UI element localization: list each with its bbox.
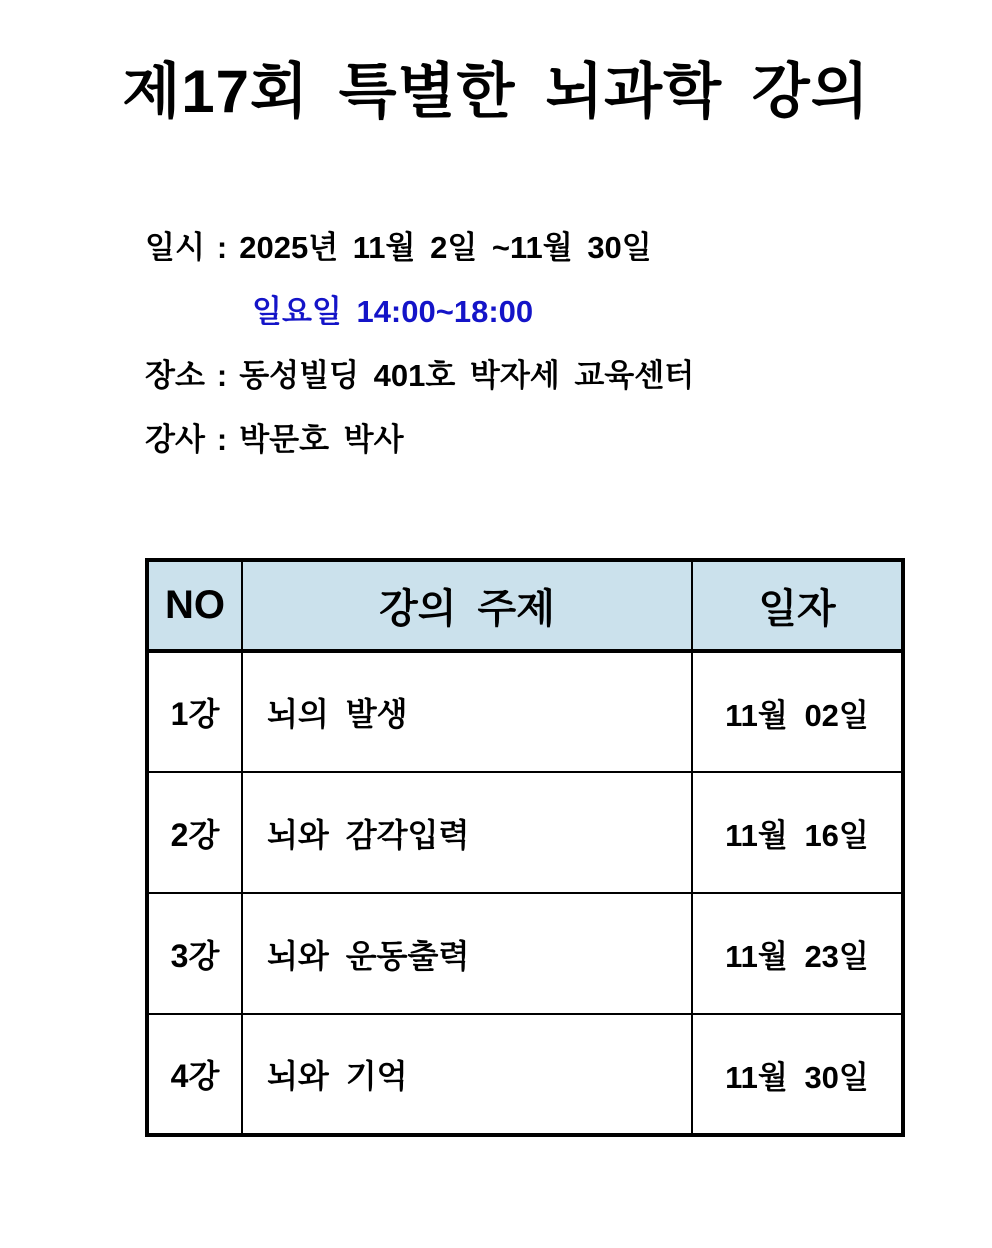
table-row <box>147 1014 903 1135</box>
header-topic: 강의 주제 <box>242 560 692 651</box>
table-row <box>147 651 903 772</box>
location-label: 장소 <box>145 358 205 393</box>
info-line-location <box>145 356 865 396</box>
row-no: 2강 <box>147 772 242 893</box>
row-date: 11월 02일 <box>692 651 903 772</box>
row-topic: 뇌의 발생 <box>242 651 692 772</box>
event-info <box>145 228 865 484</box>
datetime-label: 일시 <box>145 230 205 265</box>
table-row <box>147 893 903 1014</box>
lecturer-label: 강사 <box>145 422 205 457</box>
info-line-time-detail <box>252 292 865 332</box>
separator-colon: : <box>216 422 228 457</box>
separator-colon: : <box>216 358 228 393</box>
row-date: 11월 23일 <box>692 893 903 1014</box>
schedule-table <box>145 558 905 1137</box>
row-date: 11월 16일 <box>692 772 903 893</box>
time-detail-value: 일요일 14:00~18:00 <box>252 294 534 329</box>
location-value: 동성빌딩 401호 박자세 교육센터 <box>239 358 695 393</box>
lecturer-value: 박문호 박사 <box>239 422 404 457</box>
separator-colon: : <box>216 230 228 265</box>
header-no: NO <box>147 560 242 651</box>
info-line-lecturer <box>145 420 865 460</box>
row-topic: 뇌와 기억 <box>242 1014 692 1135</box>
row-topic: 뇌와 운동출력 <box>242 893 692 1014</box>
row-no: 4강 <box>147 1014 242 1135</box>
row-date: 11월 30일 <box>692 1014 903 1135</box>
info-line-datetime <box>145 228 865 268</box>
header-date: 일자 <box>692 560 903 651</box>
table-row <box>147 772 903 893</box>
row-topic: 뇌와 감각입력 <box>242 772 692 893</box>
datetime-value: 2025년 11월 2일 ~11월 30일 <box>239 230 652 265</box>
row-no: 1강 <box>147 651 242 772</box>
page-title: 제17회 특별한 뇌과학 강의 <box>122 58 870 125</box>
table-header-row <box>147 560 903 651</box>
lecture-schedule <box>145 558 905 1137</box>
row-no: 3강 <box>147 893 242 1014</box>
